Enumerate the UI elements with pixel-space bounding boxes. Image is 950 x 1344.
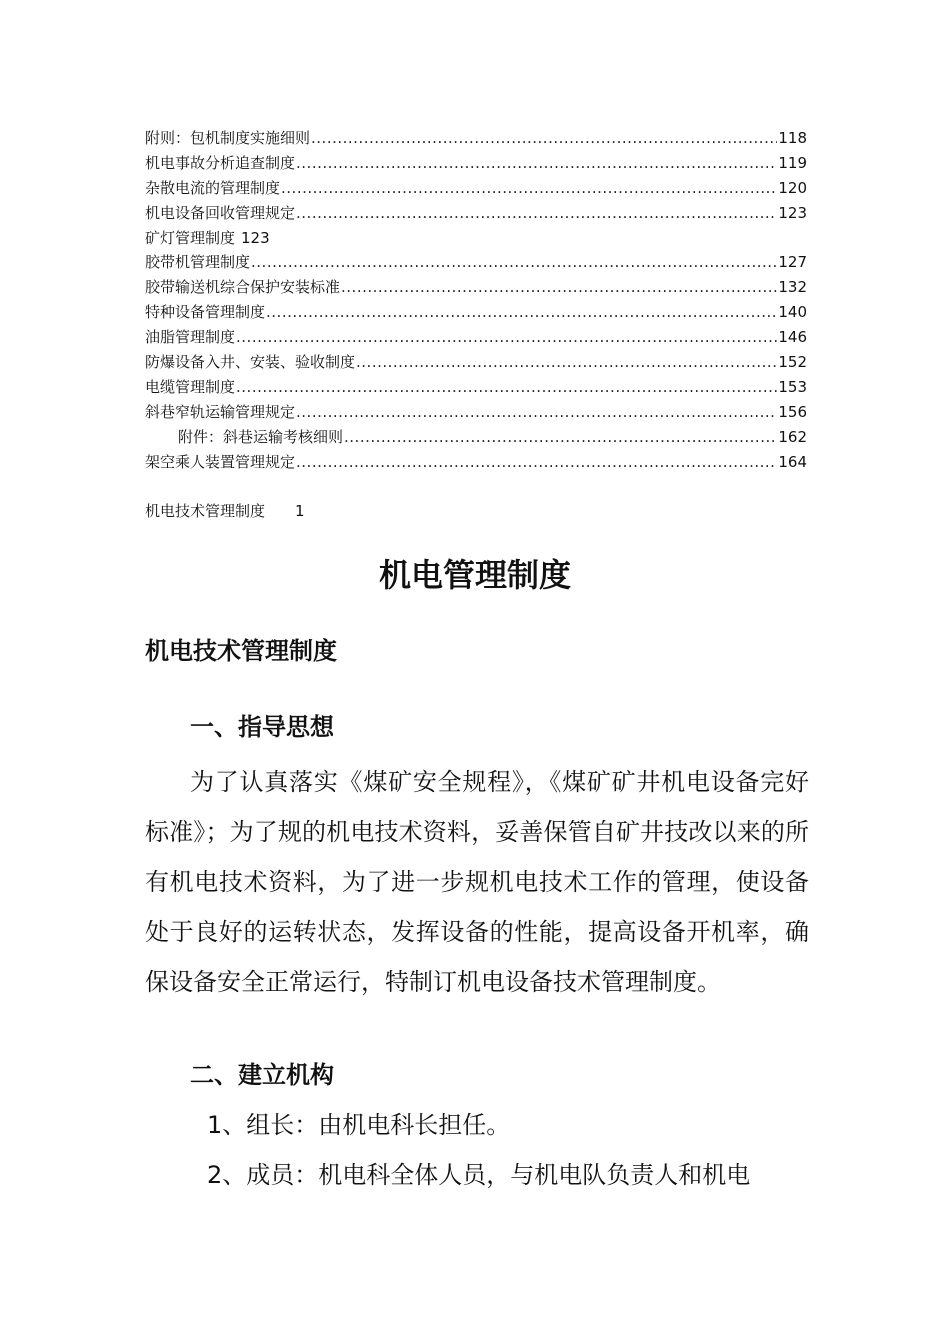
heading-guiding-ideology: 一、指导思想 [190, 713, 334, 741]
body-paragraph: 为了认真落实《煤矿安全规程》，《煤矿矿井机电设备完好标准》；为了规的机电技术资料，妥善保管自矿井技改以来的所有机电技术资料，为了进一步规机电技术工作的管理，使设备处于良好的运转状态，发挥设备的性能，提高设备开机率，确保设备安全正常运行，特制订机电设备技术管理制度。 [145, 768, 809, 996]
toc-entry[interactable] [145, 126, 807, 151]
toc-entry-page: 123 [778, 203, 807, 222]
toc-entry[interactable] [145, 275, 807, 300]
toc-entry-title: 特种设备管理制度 [145, 303, 266, 322]
toc-entry[interactable] [145, 325, 807, 350]
toc-entry[interactable] [145, 375, 807, 400]
toc-entry-title: 附件：斜巷运输考核细则 [178, 427, 344, 446]
list-item-members: 2、成员：机电科全体人员，与机电队负责人和机电 [207, 1161, 751, 1189]
toc-entry-title: 机电事故分析追查制度 [145, 153, 296, 172]
toc-entry-page: 120 [778, 178, 807, 197]
toc-entry-title: 电缆管理制度 [145, 377, 236, 396]
toc-leader-dots [296, 151, 777, 176]
toc-entry-page: 162 [778, 427, 807, 446]
toc-entry-title: 胶带输送机综合保护安装标准 [145, 278, 341, 297]
toc-leader-dots [251, 250, 777, 275]
toc-entry-page: 127 [778, 253, 807, 272]
toc-entry-page: 119 [778, 153, 807, 172]
toc-entry-title: 附则：包机制度实施细则 [145, 129, 311, 147]
toc-leader-dots [356, 350, 777, 375]
toc-entry[interactable] [145, 300, 807, 325]
toc-entry[interactable] [145, 201, 807, 226]
list-item-leader: 1、组长：由机电科长担任。 [207, 1111, 511, 1139]
toc-entry-page: 118 [778, 129, 807, 147]
toc-leader-dots [266, 300, 777, 325]
toc-entry-title: 杂散电流的管理制度 [145, 178, 281, 197]
toc-leader-dots [344, 425, 777, 450]
toc-entry[interactable] [145, 226, 807, 251]
toc-entry-page: 156 [778, 402, 807, 421]
section-title: 机电技术管理制度 [145, 637, 337, 665]
toc-entry-page: 164 [778, 452, 807, 471]
toc-leader-dots [296, 400, 777, 425]
document-title: 机电管理制度 [378, 556, 571, 594]
toc-entry-title: 斜巷窄轨运输管理规定 [145, 402, 296, 421]
toc-entry[interactable] [145, 176, 807, 201]
toc-leader-dots [311, 126, 777, 151]
toc-trailing-entry[interactable] [145, 499, 305, 523]
toc-entry-page: 140 [778, 303, 807, 322]
toc-leader-dots [236, 325, 777, 350]
table-of-contents [145, 126, 807, 474]
toc-entry-page: 152 [778, 353, 807, 372]
toc-entry[interactable] [145, 151, 807, 176]
toc-leader-dots [281, 176, 777, 201]
toc-entry-page: 132 [778, 278, 807, 297]
toc-entry-title: 防爆设备入井、安装、验收制度 [145, 353, 356, 372]
toc-entry-title: 油脂管理制度 [145, 328, 236, 347]
toc-entry-title: 胶带机管理制度 [145, 253, 251, 272]
heading-organization: 二、建立机构 [190, 1061, 334, 1089]
toc-entry[interactable] [145, 425, 807, 450]
toc-entry-title: 机电设备回收管理规定 [145, 203, 296, 222]
toc-entry[interactable] [145, 350, 807, 375]
toc-entry[interactable] [145, 450, 807, 475]
toc-trailing-title: 机电技术管理制度 [145, 502, 266, 520]
toc-trailing-page: 1 [295, 502, 305, 520]
toc-leader-dots [296, 450, 777, 475]
toc-entry-page: 146 [778, 328, 807, 347]
toc-entry-page: 153 [778, 377, 807, 396]
toc-leader-dots [296, 201, 777, 226]
toc-entry-title: 架空乘人装置管理规定 [145, 452, 296, 471]
toc-entry[interactable] [145, 400, 807, 425]
toc-entry-page: 123 [241, 228, 270, 247]
toc-leader-dots [341, 275, 777, 300]
toc-entry[interactable] [145, 250, 807, 275]
toc-entry-title: 矿灯管理制度 [145, 228, 236, 247]
toc-leader-dots [236, 375, 777, 400]
